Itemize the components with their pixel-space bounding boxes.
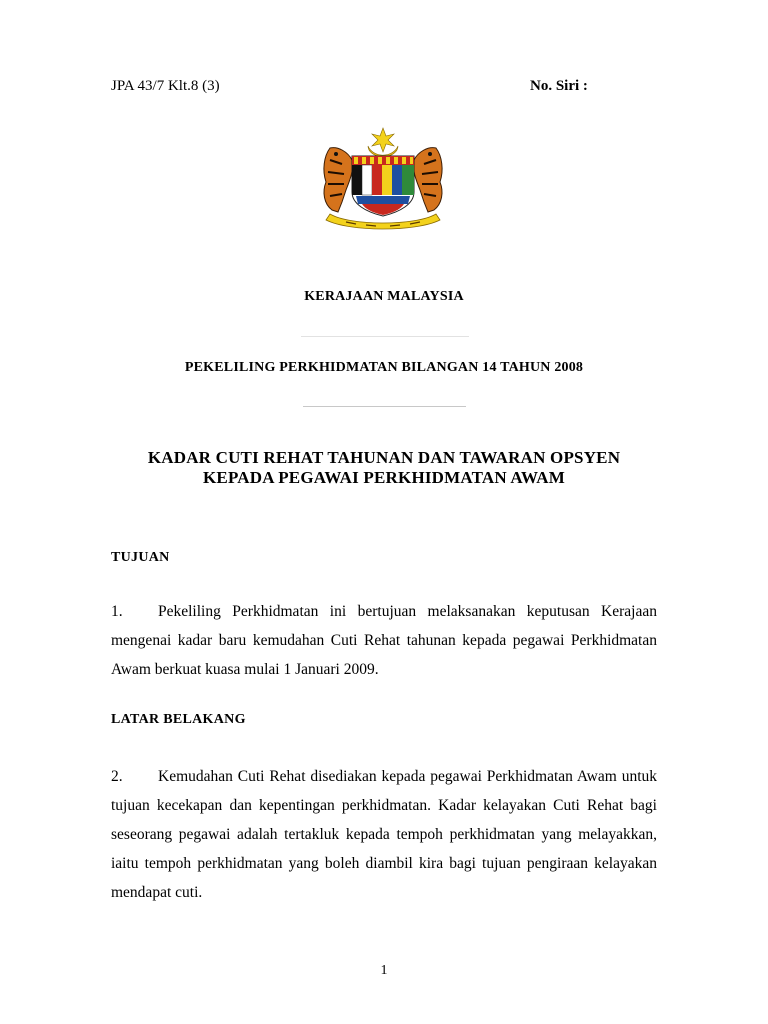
reference-number: JPA 43/7 Klt.8 (3): [111, 78, 220, 94]
serial-number-label: No. Siri :: [530, 78, 588, 94]
paragraph-1-number: 1.: [111, 603, 123, 620]
paragraph-1: [111, 597, 657, 684]
paragraph-2: [111, 762, 657, 907]
government-name: KERAJAAN MALAYSIA: [304, 289, 464, 304]
document-title-line-1: KADAR CUTI REHAT TAHUNAN DAN TAWARAN OPSYEN: [147, 448, 621, 467]
section-heading-background: LATAR BELAKANG: [111, 712, 246, 727]
document-title: [0, 448, 768, 488]
document-title-line-2: KEPADA PEGAWAI PERKHIDMATAN AWAM: [203, 468, 565, 487]
paragraph-2-number: 2.: [111, 768, 123, 785]
crest-tiger-left: [324, 148, 353, 212]
malaysia-coat-of-arms-icon: [316, 126, 450, 230]
divider-bottom: [303, 406, 466, 407]
page-number: 1: [380, 963, 388, 978]
paragraph-1-text: Pekeliling Perkhidmatan ini bertujuan melaksanakan keputusan Kerajaan mengenai kadar baru kemudahan Cuti Rehat tahunan kepada pegawai Perkhidmatan Awam berkuat kuasa mulai 1 Januari 2009.: [111, 603, 657, 678]
divider-top: [301, 336, 469, 337]
circular-number: PEKELILING PERKHIDMATAN BILANGAN 14 TAHUN 2008: [184, 360, 584, 375]
section-heading-purpose: TUJUAN: [111, 550, 170, 565]
crest-star: [372, 128, 394, 152]
paragraph-2-text: Kemudahan Cuti Rehat disediakan kepada pegawai Perkhidmatan Awam untuk tujuan kecekapan dan kepentingan perkhidmatan. Kadar kelayakan Cuti Rehat bagi seseorang pegawai adalah tertakluk kepada tempoh perkhidmatan yang melayakkan, iaitu tempoh perkhidmatan yang boleh diambil kira bagi tujuan pengiraan kelayakan mendapat cuti.: [111, 768, 657, 901]
crest-tiger-right: [413, 148, 442, 212]
